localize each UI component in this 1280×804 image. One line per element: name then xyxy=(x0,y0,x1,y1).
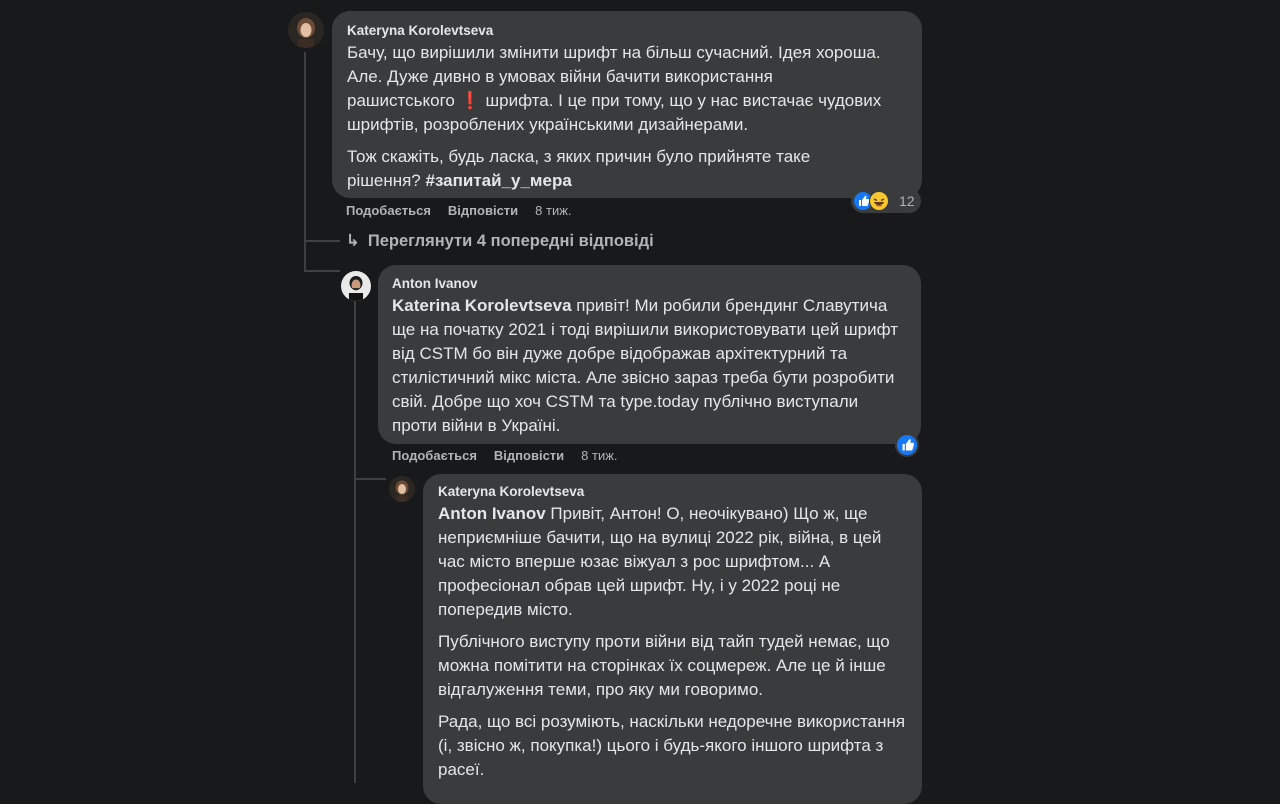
thread-line-branch-1 xyxy=(304,270,340,272)
comment-timestamp[interactable]: 8 тиж. xyxy=(535,203,572,218)
comment-line: Бачу, що вирішили змінити шрифт на більш сучасний. Ідея хороша. xyxy=(347,43,881,62)
comment-paragraph: Публічного виступу проти війни від тайп тудей немає, що можна помітити на сторінках їх соцмереж. Але це й інше відгалуження теми, про яку ми говоримо. xyxy=(438,632,890,699)
comment-author[interactable]: Kateryna Korolevtseva xyxy=(347,23,494,38)
comment-timestamp[interactable]: 8 тиж. xyxy=(581,448,618,463)
comment-paragraph: привіт! Ми робили брендинг Славутича ще на початку 2021 і тоді вирішили використовувати цей шрифт від CSTM бо він дуже добре відображав архітектурний та стилістичний мікс міста. Але звісно зараз треба бути розробити свій. Добре що хоч CSTM та type.today публічно виступали проти війни в Україні. xyxy=(392,296,898,435)
avatar[interactable] xyxy=(288,12,324,48)
comment-paragraph: Рада, що всі розуміють, наскільки недоречне використання (і, звісно ж, покупка!) цього і будь-якого іншого шрифта з расеї. xyxy=(438,712,906,779)
comment-author[interactable]: Kateryna Korolevtseva xyxy=(438,484,585,499)
comment-bubble xyxy=(423,474,922,804)
avatar[interactable] xyxy=(389,476,415,502)
reply-arrow-icon: ↳ xyxy=(346,232,360,250)
comment-paragraph: Тож скажіть, будь ласка, з яких причин було прийняте таке рішення? xyxy=(347,147,811,190)
like-button[interactable]: Подобається xyxy=(346,203,431,218)
thread-line-reply xyxy=(354,300,356,783)
reply-button[interactable]: Відповісти xyxy=(493,448,565,463)
comment-line: шрифта. І це при тому, що у нас вистачає чудових xyxy=(480,91,882,110)
thread-line-main xyxy=(304,52,306,272)
reply-button[interactable]: Відповісти xyxy=(447,203,519,218)
exclamation-emoji-icon: ❗ xyxy=(459,91,481,110)
comment-text xyxy=(438,502,908,782)
mention-link[interactable]: Katerina Korolevtseva xyxy=(392,296,572,315)
comment-line: Але. Дуже дивно в умовах війни бачити використання xyxy=(347,67,773,86)
hashtag-link[interactable]: #запитай_у_мера xyxy=(425,171,572,190)
thread-line-branch-2 xyxy=(354,478,386,480)
comment-author[interactable]: Anton Ivanov xyxy=(392,276,478,291)
reactions-count: 12 xyxy=(899,193,915,209)
view-previous-replies[interactable] xyxy=(346,231,654,251)
reactions-badge[interactable] xyxy=(851,189,921,213)
comment-text xyxy=(347,41,908,193)
comment-paragraph: Привіт, Антон! О, неочікувано) Що ж, ще неприємніше бачити, що на вулиці 2022 рік, війна, в цей час місто вперше юзає віжуал з рос шрифтом... А професіонал обрав цей шрифт. Ну, і у 2022 році не попередив місто. xyxy=(438,504,882,619)
comment-line: шрифтів, розроблених українськими дизайнерами. xyxy=(347,115,749,134)
comment-bubble xyxy=(332,11,922,198)
comment-text xyxy=(392,294,907,438)
mention-link[interactable]: Anton Ivanov xyxy=(438,504,546,523)
view-previous-label: Переглянути 4 попередні відповіді xyxy=(367,232,654,250)
like-icon[interactable] xyxy=(895,433,919,457)
comment-bubble xyxy=(378,265,921,444)
like-button[interactable]: Подобається xyxy=(392,448,477,463)
thread-line-view-prev xyxy=(304,240,340,242)
comment-actions xyxy=(392,448,635,463)
avatar[interactable] xyxy=(341,271,371,301)
comment-actions xyxy=(346,203,589,218)
laughing-face-icon xyxy=(869,191,889,211)
comment-line: рашистського xyxy=(347,91,460,110)
